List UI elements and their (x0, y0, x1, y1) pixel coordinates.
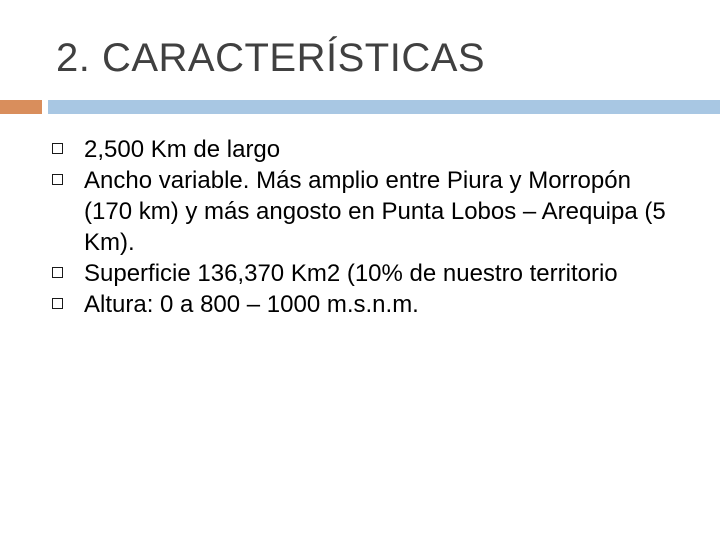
bullet-text: 2,500 Km de largo (84, 136, 281, 163)
bullet-item-width (52, 165, 672, 258)
bullet-text: Altura: 0 a 800 – 1000 m.s.n.m. (84, 291, 419, 318)
bullet-item-surface (52, 258, 672, 289)
square-bullet-icon (52, 143, 63, 154)
bullet-item-length (52, 134, 672, 165)
square-bullet-icon (52, 174, 63, 185)
square-bullet-icon (52, 298, 63, 309)
bullet-item-altitude (52, 289, 672, 320)
bullet-text: Superficie 136,370 Km2 (10% de nuestro territorio (84, 260, 618, 287)
bullet-text: Ancho variable. Más amplio entre Piura y Morropón (170 km) y más angosto en Punta Lobos – Arequipa (5 Km). (84, 167, 666, 256)
slide-title: 2. CARACTERÍSTICAS (56, 36, 486, 80)
square-bullet-icon (52, 267, 63, 278)
title-rule-bar (48, 100, 720, 114)
title-accent-bar (0, 100, 42, 114)
bullet-list (52, 134, 672, 320)
